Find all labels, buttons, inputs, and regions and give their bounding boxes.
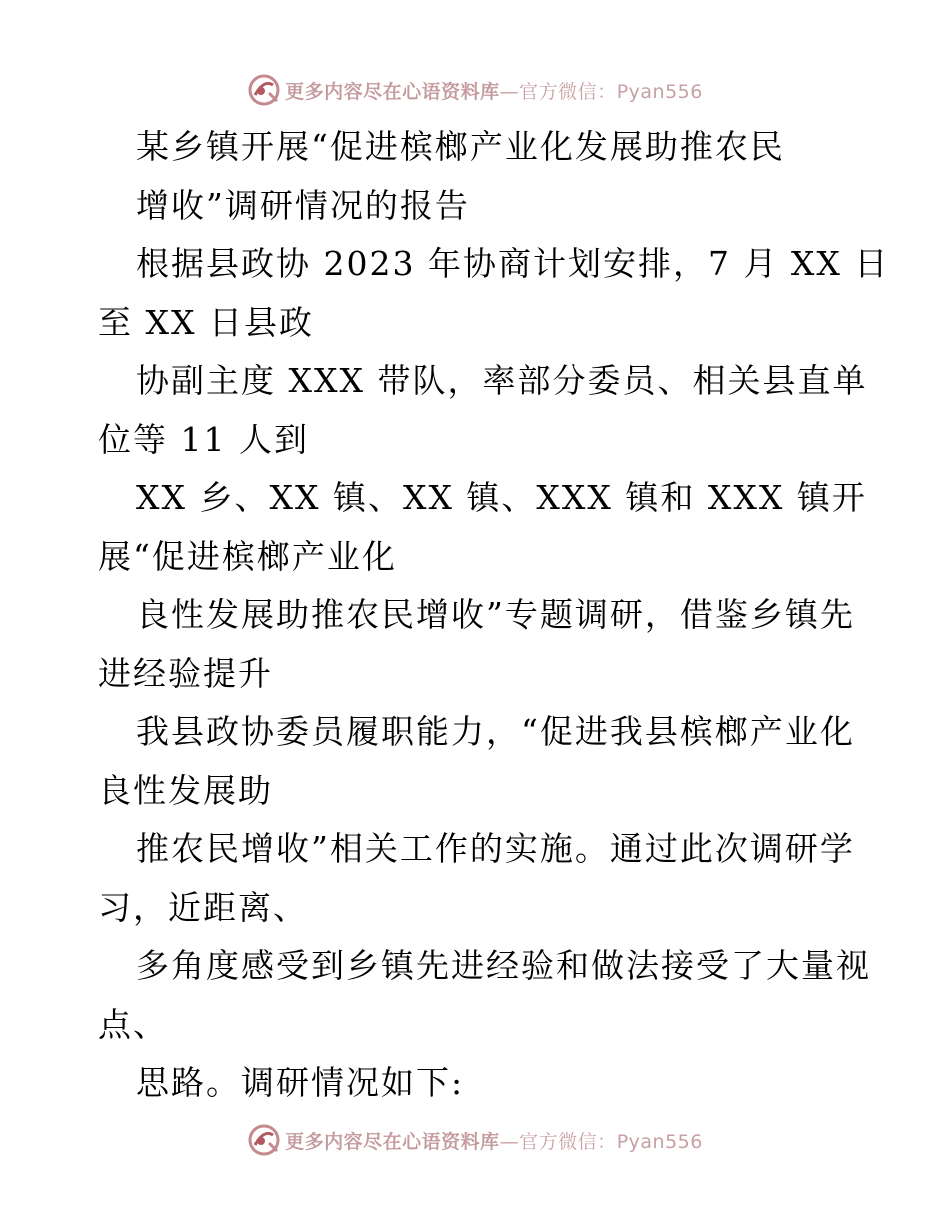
document-line: 协副主度 XXX 带队，率部分委员、相关县直单 bbox=[136, 361, 868, 400]
document-line: 多角度感受到乡镇先进经验和做法接受了大量视 bbox=[136, 946, 871, 985]
document-line: 位等 11 人到 bbox=[98, 419, 309, 459]
watermark-wechat-id: Pyan556 bbox=[616, 80, 703, 103]
watermark-wechat-id: Pyan556 bbox=[616, 1130, 703, 1153]
watermark-footer bbox=[0, 1120, 950, 1160]
watermark-header bbox=[0, 70, 950, 110]
document-line: 点、 bbox=[98, 1004, 168, 1044]
document-line: 良性发展助 bbox=[98, 770, 273, 810]
document-line: 思路。调研情况如下: bbox=[136, 1063, 465, 1102]
document-line: 进经验提升 bbox=[98, 653, 273, 693]
watermark-separator: — bbox=[499, 1130, 520, 1153]
document-line: 展“促进槟榔产业化 bbox=[98, 536, 397, 576]
watermark-main-text: 更多内容尽在心语资料库 bbox=[285, 1130, 500, 1153]
watermark-separator: — bbox=[499, 80, 520, 103]
watermark-official-label: 官方微信： bbox=[519, 1130, 617, 1153]
document-line: 至 XX 日县政 bbox=[98, 302, 314, 342]
document-line: 良性发展助推农民增收”专题调研，借鉴乡镇先 bbox=[136, 595, 855, 634]
watermark-official-label: 官方微信： bbox=[519, 80, 617, 103]
document-line: 根据县政协 2023 年协商计划安排，7 月 XX 日 bbox=[136, 244, 890, 283]
brand-logo-icon bbox=[247, 73, 281, 107]
document-line: 我县政协委员履职能力，“促进我县槟榔产业化 bbox=[136, 712, 855, 751]
document-line: 增收”调研情况的报告 bbox=[136, 185, 470, 225]
document-line: 习，近距离、 bbox=[98, 887, 308, 927]
document-line: 推农民增收”相关工作的实施。通过此次调研学 bbox=[136, 829, 855, 868]
watermark-main-text: 更多内容尽在心语资料库 bbox=[285, 80, 500, 103]
document-body bbox=[98, 118, 890, 1113]
brand-logo-icon bbox=[247, 1123, 281, 1157]
document-line: XX 乡、XX 镇、XX 镇、XXX 镇和 XXX 镇开 bbox=[136, 478, 867, 517]
document-line: 某乡镇开展“促进槟榔产业化发展助推农民 bbox=[136, 127, 785, 166]
